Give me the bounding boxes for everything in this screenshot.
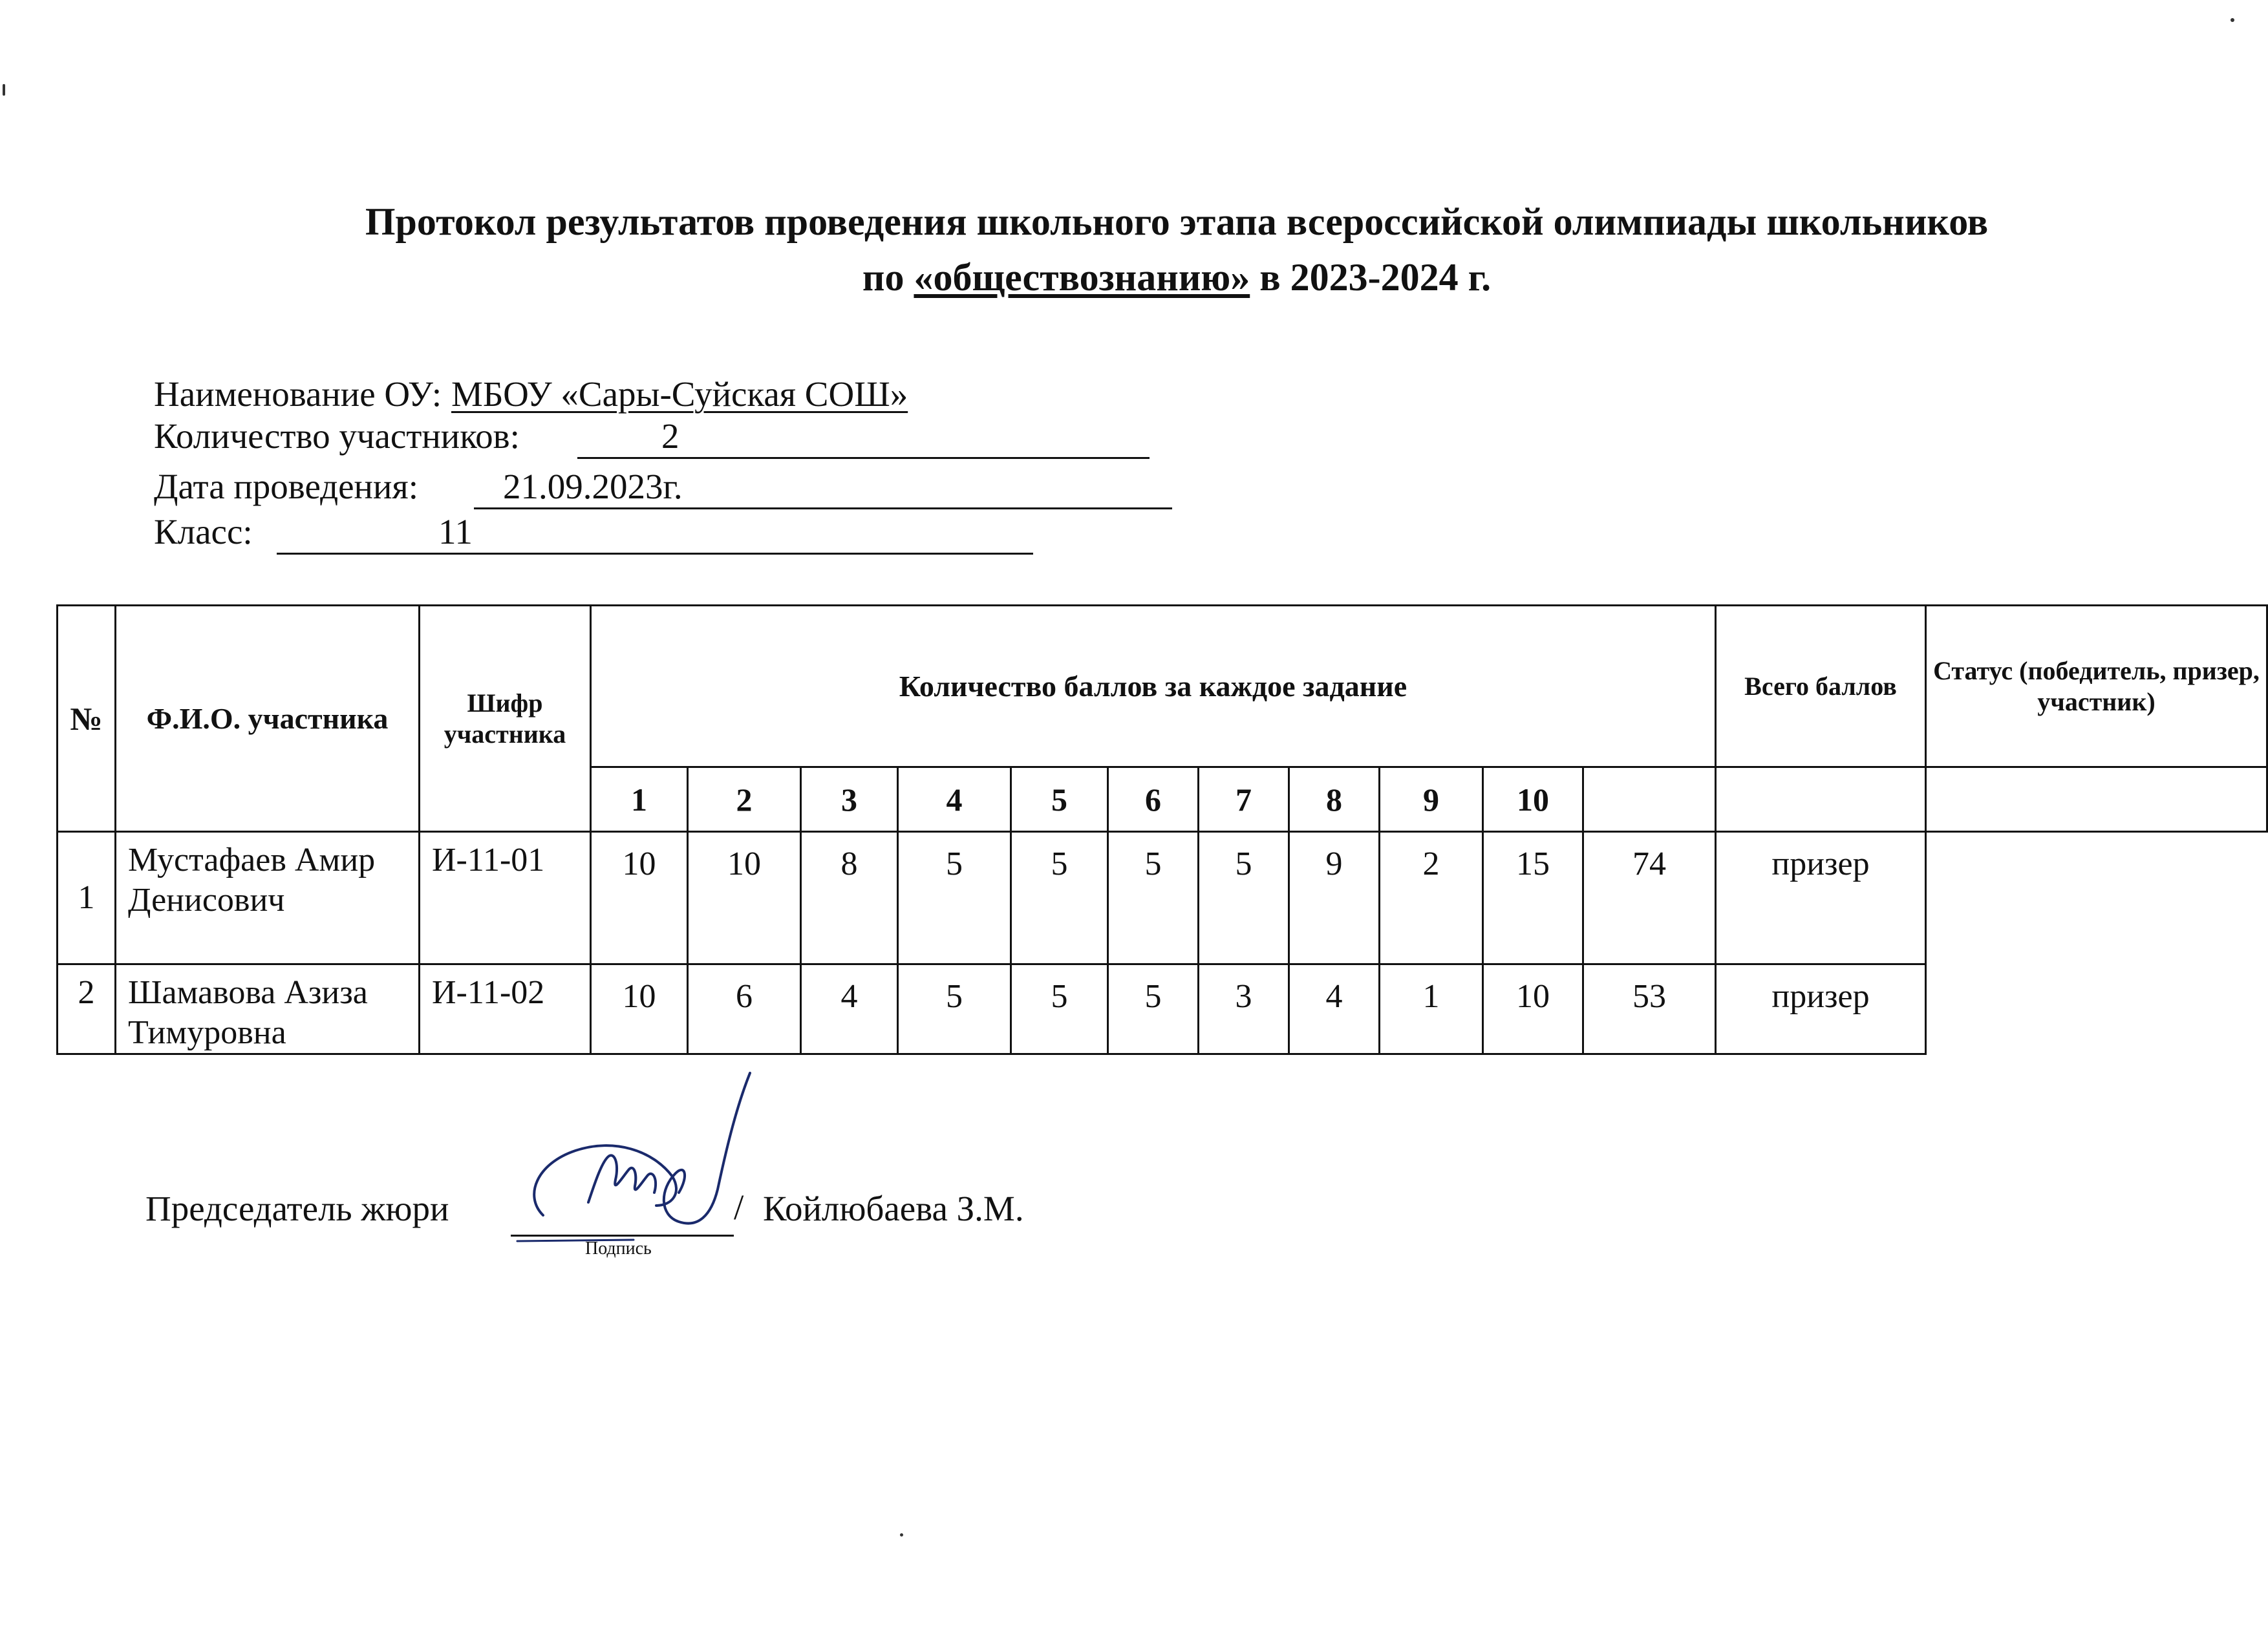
title-suffix: в 2023-2024 г. [1250, 256, 1492, 299]
score-cell: 5 [898, 832, 1011, 964]
results-table [56, 604, 2268, 1055]
score-cell: 5 [898, 964, 1011, 1054]
task-number: 6 [1108, 767, 1199, 832]
scan-speck [2231, 18, 2234, 22]
table-row [58, 832, 2267, 964]
score-cell: 10 [591, 832, 688, 964]
participant-name: Шамавова Азиза Тимуровна [116, 964, 420, 1054]
header-number: № [58, 606, 116, 832]
participant-count-label: Количество участников: [154, 416, 520, 456]
score-cell: 2 [1380, 832, 1483, 964]
header-status: Статус (победитель, призер, участник) [1926, 606, 2267, 767]
status-blank-cell [1926, 767, 2267, 832]
task-number: 1 [591, 767, 688, 832]
score-cell: 10 [591, 964, 688, 1054]
title-prefix: по [862, 256, 914, 299]
score-cell: 5 [1011, 964, 1108, 1054]
participant-count-line [577, 457, 1150, 459]
header-total: Всего баллов [1716, 606, 1926, 767]
score-cell: 4 [801, 964, 898, 1054]
participant-name: Мустафаев Амир Денисович [116, 832, 420, 964]
status-cell: призер [1716, 832, 1926, 964]
participant-count-value: 2 [661, 416, 679, 456]
date-value: 21.09.2023г. [503, 467, 683, 506]
signature-image [504, 1067, 776, 1261]
date-line [474, 507, 1172, 509]
task-number: 2 [688, 767, 801, 832]
class-label: Класс: [154, 512, 253, 551]
score-cell: 3 [1199, 964, 1289, 1054]
header-row [58, 606, 2267, 767]
header-code: Шифр участника [420, 606, 591, 832]
task-number: 8 [1289, 767, 1380, 832]
score-cell: 5 [1108, 832, 1199, 964]
protocol-title [129, 194, 2224, 305]
task-number: 9 [1380, 767, 1483, 832]
jury-chair-label: Председатель жюри [145, 1189, 449, 1228]
table-row [58, 964, 2267, 1054]
header-scores: Количество баллов за каждое задание [591, 606, 1716, 767]
status-cell: призер [1716, 964, 1926, 1054]
scan-speck [900, 1533, 903, 1537]
date-label: Дата проведения: [154, 467, 418, 506]
score-cell: 10 [688, 832, 801, 964]
signature-slash: / [734, 1187, 744, 1227]
task-number: 7 [1199, 767, 1289, 832]
field-school [154, 374, 908, 414]
header-name: Ф.И.О. участника [116, 606, 420, 832]
score-cell: 5 [1108, 964, 1199, 1054]
score-cell: 6 [688, 964, 801, 1054]
subject-name: «обществознанию» [914, 256, 1250, 299]
score-cell: 9 [1289, 832, 1380, 964]
total-score: 53 [1583, 964, 1716, 1054]
score-cell: 4 [1289, 964, 1380, 1054]
total-score: 74 [1583, 832, 1716, 964]
field-class [154, 512, 473, 551]
field-participant-count [154, 416, 679, 456]
class-value: 11 [438, 512, 473, 551]
score-cell: 8 [801, 832, 898, 964]
task-number: 5 [1011, 767, 1108, 832]
scan-speck [3, 84, 5, 96]
class-line [277, 553, 1033, 555]
school-label: Наименование ОУ: [154, 374, 442, 414]
score-cell: 5 [1199, 832, 1289, 964]
task-number: 4 [898, 767, 1011, 832]
score-cell: 5 [1011, 832, 1108, 964]
score-cell: 15 [1483, 832, 1583, 964]
task-number: 10 [1483, 767, 1583, 832]
jury-chair-name: Койлюбаева З.М. [763, 1189, 1024, 1228]
signature-line [511, 1235, 734, 1237]
title-line-1: Протокол результатов проведения школьного этапа всероссийской олимпиады школьников [365, 200, 1989, 243]
score-cell: 10 [1483, 964, 1583, 1054]
row-number: 2 [58, 964, 116, 1054]
participant-code: И-11-01 [420, 832, 591, 964]
signature-caption: Подпись [585, 1239, 652, 1259]
participant-code: И-11-02 [420, 964, 591, 1054]
field-date [154, 467, 683, 506]
blank-column [1583, 767, 1716, 832]
score-cell: 1 [1380, 964, 1483, 1054]
row-number: 1 [58, 832, 116, 964]
task-number: 3 [801, 767, 898, 832]
school-value: МБОУ «Сары-Суйская СОШ» [451, 374, 908, 414]
title-line-2 [129, 250, 2224, 305]
total-blank-cell [1716, 767, 1926, 832]
